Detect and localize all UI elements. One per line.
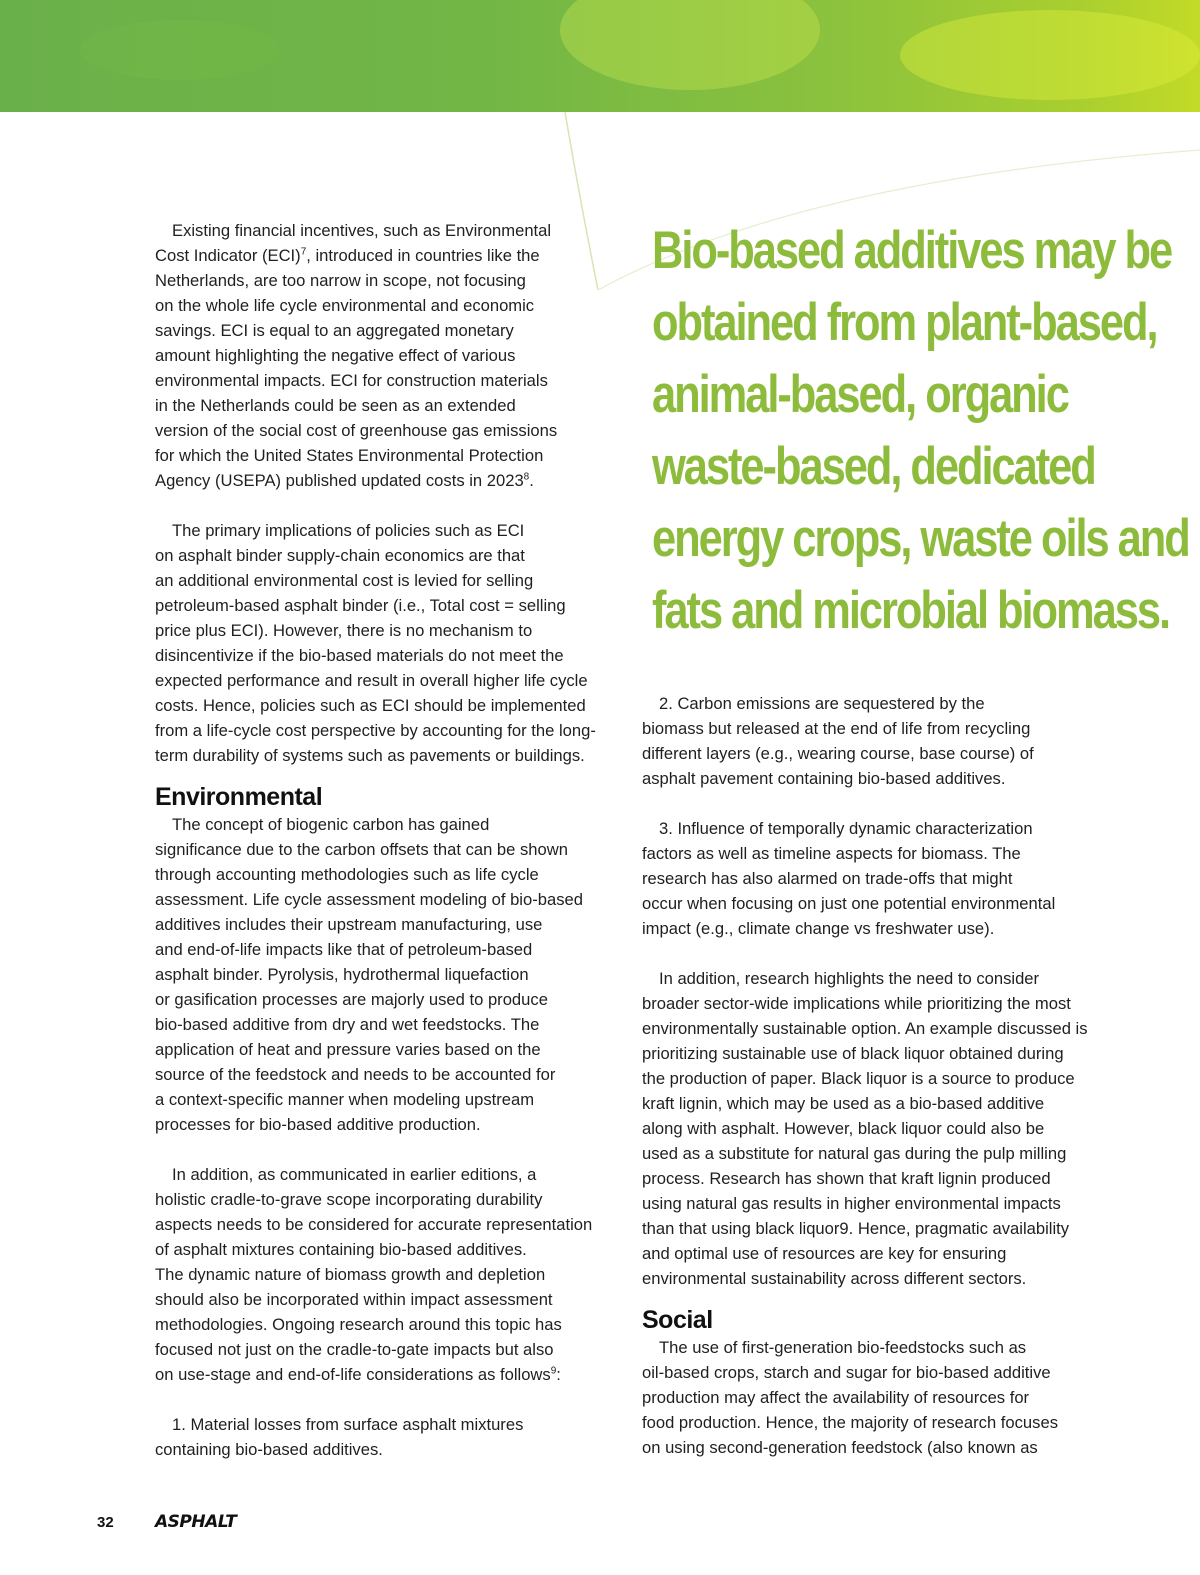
list-item: 2. Carbon emissions are sequestered by the biomass but released at the end of life from recycling different layers (e.g., wearing course, base course) of asphalt pavement containing bio-based additives. xyxy=(642,694,1034,788)
pull-quote-line: energy crops, waste oils and xyxy=(652,509,1189,568)
page-number: 32 xyxy=(97,1514,114,1531)
paragraph: The use of first-generation bio-feedstocks such as oil-based crops, starch and sugar for bio-based additive production may affect the availability of resources for food production. Hence, the majority of research focuses on using second-generation feedstock (also known as xyxy=(642,1338,1058,1457)
pull-quote-line: waste-based, dedicated xyxy=(652,437,1095,496)
pull-quote-line: animal-based, organic xyxy=(652,365,1068,424)
section-heading-social: Social xyxy=(642,1306,713,1334)
right-column xyxy=(642,691,1112,1460)
section-heading-environmental: Environmental xyxy=(155,783,323,811)
paragraph: In addition, research highlights the need to consider broader sector-wide implications while prioritizing the most environmentally sustainable option. An example discussed is prioritizing sustainable use of black liquor obtained during the production of paper. Black liquor is a source to produce kraft lignin, which may be used as a bio-based additive along with asphalt. However, black liquor could also be used as a substitute for natural gas during the pulp milling process. Research has shown that kraft lignin produced using natural gas results in higher environmental impacts than that using black liquor9. Hence, pragmatic availability and optimal use of resources are key for ensuring environmental sustainability across different sectors. xyxy=(642,969,1088,1288)
list-item: 3. Influence of temporally dynamic characterization factors as well as timeline aspects for biomass. The research has also alarmed on trade-offs that might occur when focusing on just one potential environmental impact (e.g., climate change vs freshwater use). xyxy=(642,819,1056,938)
paragraph: Existing financial incentives, such as Environmental Cost Indicator (ECI)$^7$, introduced in countries like the Netherlands, are too narrow in scope, not focusing on the whole life cycle environmental and economic savings. ECI is equal to an aggregated monetary amount highlighting the negative effect of various environmental impacts. ECI for construction materials in the Netherlands could be seen as an extended version of the social cost of greenhouse gas emissions for which the United States Environmental Protection Agency (USEPA) published updated costs in 2023$^8$. xyxy=(155,221,558,490)
paragraph: In addition, as communicated in earlier editions, a holistic cradle-to-grave scope incorporating durability aspects needs to be considered for accurate representation of asphalt mixtures containing bio-based additives. The dynamic nature of biomass growth and depletion should also be incorporated within impact assessment methodologies. Ongoing research around this topic has focused not just on the cradle-to-gate impacts but also on use-stage and end-of-life considerations as follows$^9$: xyxy=(155,1165,593,1384)
list-item: 1. Material losses from surface asphalt mixtures containing bio-based additives. xyxy=(155,1415,524,1459)
pull-quote-line: Bio-based additives may be xyxy=(652,221,1172,280)
magazine-logo: ASPHALT xyxy=(155,1512,237,1532)
left-column xyxy=(155,218,615,1462)
paragraph: The concept of biogenic carbon has gained significance due to the carbon offsets that can be shown through accounting methodologies such as life cycle assessment. Life cycle assessment modeling of bio-based additives includes their upstream manufacturing, use and end-of-life impacts like that of petroleum-based asphalt binder. Pyrolysis, hydrothermal liquefaction or gasification processes are majorly used to produce bio-based additive from dry and wet feedstocks. The application of heat and pressure varies based on the source of the feedstock and needs to be accounted for a context-specific manner when modeling upstream processes for bio-based additive production. xyxy=(155,815,583,1134)
pull-quote-line: fats and microbial biomass. xyxy=(652,581,1170,640)
pull-quote-line: obtained from plant-based, xyxy=(652,293,1157,352)
pull-quote xyxy=(652,215,1189,647)
paragraph: The primary implications of policies such as ECI on asphalt binder supply-chain economics are that an additional environmental cost is levied for selling petroleum-based asphalt binder (i.e., Total cost = selling price plus ECI). However, there is no mechanism to disincentivize if the bio-based materials do not meet the expected performance and result in overall higher life cycle costs. Hence, policies such as ECI should be implemented from a life-cycle cost perspective by accounting for the long- term durability of systems such as pavements or buildings. xyxy=(155,521,596,765)
